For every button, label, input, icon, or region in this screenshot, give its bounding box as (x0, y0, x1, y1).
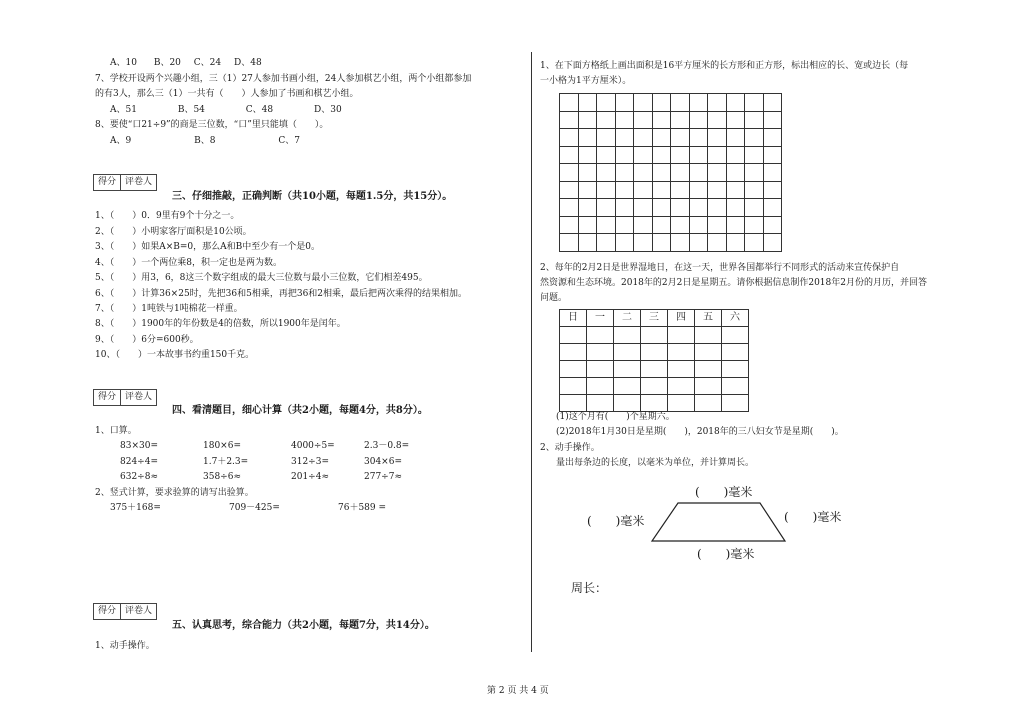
judge-item: 1、（ ）0．9里有9个十分之一。 (95, 211, 240, 221)
grid-cell[interactable] (597, 94, 616, 112)
calendar-cell[interactable] (668, 344, 695, 361)
option: D、48 (234, 58, 262, 68)
grid-cell[interactable] (597, 164, 616, 182)
grid-cell[interactable] (597, 199, 616, 217)
grid-row (560, 216, 782, 234)
judge-item: 8、（ ）1900年的年份数是4的倍数，所以1900年是闰年。 (95, 319, 346, 329)
option: A、51 (110, 105, 137, 115)
perimeter-label: 周长： (571, 581, 608, 595)
grid-cell[interactable] (763, 216, 782, 234)
question-7-line1: 7、学校开设两个兴趣小组，三（1）27人参加书画小组，24人参加棋艺小组，两个小组都参加 (95, 74, 472, 84)
weekday-label: 六 (722, 310, 749, 327)
trapezoid-right-label: ( )毫米 (784, 510, 842, 524)
calendar-cell[interactable] (614, 395, 641, 412)
grid-cell[interactable] (708, 111, 727, 129)
grid-cell[interactable] (671, 216, 690, 234)
vertical-item: 709－425= (229, 503, 280, 513)
score-box (93, 174, 157, 191)
grid-cell[interactable] (726, 146, 745, 164)
grid-cell[interactable] (652, 164, 671, 182)
vertical-item: 375＋168= (110, 503, 161, 513)
grid-cell[interactable] (671, 234, 690, 252)
grid-cell[interactable] (671, 94, 690, 112)
grid-cell[interactable] (578, 146, 597, 164)
grid-cell[interactable] (763, 146, 782, 164)
calendar-cell[interactable] (695, 361, 722, 378)
judge-item: 4、（ ）一个两位乘8，积一定也是两为数。 (95, 258, 282, 268)
oral-item: 83×30= (120, 441, 158, 451)
q8-options (110, 135, 300, 147)
option: B、8 (194, 136, 216, 146)
grid-cell[interactable] (689, 111, 708, 129)
grid-cell[interactable] (615, 234, 634, 252)
calendar-cell[interactable] (668, 361, 695, 378)
trapezoid-bottom-label: ( )毫米 (697, 547, 755, 561)
grid-cell[interactable] (634, 164, 653, 182)
grid-cell[interactable] (689, 199, 708, 217)
grid-cell[interactable] (560, 111, 579, 129)
grid-cell[interactable] (560, 164, 579, 182)
oral-calc-heading: 1、口算。 (95, 426, 137, 436)
grid-cell[interactable] (745, 164, 764, 182)
calendar-cell[interactable] (587, 344, 614, 361)
grid-cell[interactable] (708, 199, 727, 217)
calendar-cell[interactable] (614, 327, 641, 344)
grader-label: 评卷人 (120, 390, 156, 405)
calendar-header-row (560, 310, 749, 327)
grid-cell[interactable] (745, 199, 764, 217)
calendar-cell[interactable] (722, 361, 749, 378)
grid-cell[interactable] (652, 216, 671, 234)
weekday-label: 五 (695, 310, 722, 327)
oral-item: 2.3－0.8= (364, 441, 410, 451)
grid-cell[interactable] (689, 129, 708, 147)
calendar-cell[interactable] (614, 361, 641, 378)
grid-cell[interactable] (634, 181, 653, 199)
grader-label: 评卷人 (120, 604, 156, 619)
grid-cell[interactable] (689, 216, 708, 234)
score-label: 得分 (98, 392, 117, 402)
calendar-cell[interactable] (668, 327, 695, 344)
trapezoid-left-label: ( )毫米 (587, 514, 645, 528)
oral-item: 4000÷5= (291, 441, 335, 451)
weekday-label: 日 (560, 310, 587, 327)
calendar-cell[interactable] (722, 344, 749, 361)
grid-cell[interactable] (634, 146, 653, 164)
grid-cell[interactable] (671, 111, 690, 129)
grid-cell[interactable] (652, 129, 671, 147)
grid-row (560, 94, 782, 112)
grid-cell[interactable] (671, 199, 690, 217)
grid-cell[interactable] (745, 129, 764, 147)
calendar-cell[interactable] (641, 327, 668, 344)
grid-cell[interactable] (560, 94, 579, 112)
calendar-cell[interactable] (722, 378, 749, 395)
grid-cell[interactable] (615, 199, 634, 217)
grid-cell[interactable] (745, 181, 764, 199)
calendar-cell[interactable] (587, 361, 614, 378)
grid-cell[interactable] (745, 111, 764, 129)
calendar-cell[interactable] (722, 327, 749, 344)
r-question-1-line1: 1、在下面方格纸上画出面积是16平方厘米的长方形和正方形，标出相应的长、宽或边长（每 (540, 61, 909, 71)
grid-cell[interactable] (726, 199, 745, 217)
grid-row (560, 129, 782, 147)
grid-cell[interactable] (652, 94, 671, 112)
calendar-cell[interactable] (668, 378, 695, 395)
oral-item: 201÷4≈ (291, 472, 329, 482)
option: B、54 (177, 105, 205, 115)
judge-item: 5、（ ）用3，6，8这三个数字组成的最大三位数与最小三位数，它们相差495。 (95, 273, 428, 283)
calendar-question-1: (1)这个月有( )个星期六。 (556, 412, 675, 422)
grid-cell[interactable] (634, 94, 653, 112)
trapezoid-figure (640, 495, 790, 550)
grid-cell[interactable] (763, 129, 782, 147)
calendar-cell[interactable] (614, 378, 641, 395)
oral-item: 312÷3= (291, 457, 329, 467)
weekday-label: 二 (614, 310, 641, 327)
score-box (93, 603, 157, 620)
grid-cell[interactable] (763, 181, 782, 199)
question-7-line2: 的有3人，那么三（1）一共有（ ）人参加了书画和棋艺小组。 (95, 89, 359, 99)
grid-cell[interactable] (560, 129, 579, 147)
calendar-cell[interactable] (614, 344, 641, 361)
oral-item: 180×6= (203, 441, 241, 451)
grid-cell[interactable] (615, 111, 634, 129)
grid-cell[interactable] (634, 234, 653, 252)
question-8: 8、要使“口21÷9”的商是三位数，“口”里只能填（ ）。 (95, 120, 329, 130)
grid-cell[interactable] (745, 234, 764, 252)
grid-cell[interactable] (652, 181, 671, 199)
calendar-cell[interactable] (641, 361, 668, 378)
weekday-label: 一 (587, 310, 614, 327)
grid-cell[interactable] (671, 181, 690, 199)
oral-item: 632÷8≈ (120, 472, 158, 482)
column-divider (531, 52, 532, 652)
r-question-2-line1: 2、每年的2月2日是世界湿地日，在这一天，世界各国都举行不同形式的活动来宣传保护自 (540, 263, 900, 273)
grid-cell[interactable] (634, 216, 653, 234)
grid-cell[interactable] (615, 181, 634, 199)
calendar-cell[interactable] (560, 327, 587, 344)
grid-cell[interactable] (726, 181, 745, 199)
grid-cell[interactable] (578, 111, 597, 129)
grid-cell[interactable] (726, 164, 745, 182)
grid-row (560, 181, 782, 199)
grader-label: 评卷人 (120, 175, 156, 190)
calendar-cell[interactable] (587, 327, 614, 344)
option: C、48 (245, 105, 274, 115)
option: A、10 (110, 58, 137, 68)
february-calendar[interactable] (559, 309, 749, 412)
grid-cell[interactable] (634, 199, 653, 217)
judge-item: 2、（ ）小明家客厅面积是10公顷。 (95, 227, 252, 237)
calendar-cell[interactable] (641, 395, 668, 412)
oral-item: 1.7＋2.3= (203, 457, 249, 467)
r-question-3-title: 2、动手操作。 (540, 443, 600, 453)
calendar-cell[interactable] (695, 327, 722, 344)
grid-cell[interactable] (615, 216, 634, 234)
grid-cell[interactable] (578, 234, 597, 252)
judge-item: 10、（ ）一本故事书约重150千克。 (95, 350, 255, 360)
grid-cell[interactable] (689, 234, 708, 252)
judge-item: 9、（ ）6分=600秒。 (95, 335, 199, 345)
calendar-cell[interactable] (641, 378, 668, 395)
vertical-item: 76＋589 = (338, 503, 387, 513)
grid-cell[interactable] (689, 146, 708, 164)
trapezoid-top-label: ( )毫米 (695, 485, 753, 499)
grid-cell[interactable] (708, 164, 727, 182)
grid-cell[interactable] (652, 146, 671, 164)
r-question-3-instruction: 量出每条边的长度，以毫米为单位，并计算周长。 (556, 458, 755, 468)
grid-cell[interactable] (726, 94, 745, 112)
option: D、30 (314, 105, 342, 115)
grid-cell[interactable] (560, 234, 579, 252)
option: A、9 (110, 136, 132, 146)
calendar-cell[interactable] (560, 344, 587, 361)
grid-cell[interactable] (745, 146, 764, 164)
r-question-2-line2: 然资源和生态环境。2018年的2月2日是星期五。请你根据信息制作2018年2月份的月历，并回答 (540, 278, 927, 288)
q6-options (110, 57, 262, 69)
grid-row (560, 234, 782, 252)
grid-cell[interactable] (597, 216, 616, 234)
grid-cell[interactable] (615, 146, 634, 164)
grid-cell[interactable] (560, 146, 579, 164)
grid-cell[interactable] (578, 181, 597, 199)
score-box (93, 389, 157, 406)
calendar-row (560, 327, 749, 344)
grid-cell[interactable] (652, 199, 671, 217)
calendar-cell[interactable] (560, 395, 587, 412)
option: C、7 (278, 136, 300, 146)
calendar-cell[interactable] (695, 378, 722, 395)
grid-cell[interactable] (726, 216, 745, 234)
grid-cell[interactable] (634, 129, 653, 147)
grid-cell[interactable] (615, 94, 634, 112)
grid-row (560, 199, 782, 217)
score-label: 得分 (98, 606, 117, 616)
calendar-cell[interactable] (722, 395, 749, 412)
grid-cell[interactable] (745, 216, 764, 234)
grid-cell[interactable] (708, 129, 727, 147)
grid-cell[interactable] (671, 146, 690, 164)
grid-cell[interactable] (652, 234, 671, 252)
r-question-2-line3: 问题。 (540, 293, 568, 303)
oral-item: 304×6= (364, 457, 402, 467)
calendar-cell[interactable] (668, 395, 695, 412)
r-question-1-line2: 一小格为1平方厘米）。 (540, 76, 632, 86)
grid-cell[interactable] (726, 234, 745, 252)
section-4-title: 四、看清题目，细心计算（共2小题，每题4分，共8分）。 (172, 405, 428, 416)
grid-cell[interactable] (763, 199, 782, 217)
calendar-cell[interactable] (560, 378, 587, 395)
grid-cell[interactable] (689, 181, 708, 199)
oral-item: 358÷6≈ (203, 472, 241, 482)
grid-cell[interactable] (615, 164, 634, 182)
page-footer: 第 2 页 共 4 页 (487, 686, 549, 696)
grid-cell[interactable] (597, 111, 616, 129)
calendar-cell[interactable] (695, 395, 722, 412)
grid-cell[interactable] (578, 199, 597, 217)
grid-cell[interactable] (763, 164, 782, 182)
weekday-label: 三 (641, 310, 668, 327)
option: B、20 (153, 58, 181, 68)
grid-cell[interactable] (652, 111, 671, 129)
grid-row (560, 111, 782, 129)
hands-on-heading: 1、动手操作。 (95, 641, 155, 651)
grid-cell[interactable] (597, 234, 616, 252)
calendar-row (560, 395, 749, 412)
grid-cell[interactable] (708, 234, 727, 252)
grid-row (560, 164, 782, 182)
grid-cell[interactable] (745, 94, 764, 112)
grid-cell[interactable] (578, 129, 597, 147)
calendar-row (560, 344, 749, 361)
judge-item: 6、（ ）计算36×25时，先把36和5相乘，再把36和2相乘，最后把两次乘得的结果相加。 (95, 289, 468, 299)
grid-cell[interactable] (763, 94, 782, 112)
grid-cell[interactable] (726, 129, 745, 147)
grid-cell[interactable] (708, 146, 727, 164)
grid-cell[interactable] (763, 111, 782, 129)
grid-cell[interactable] (689, 164, 708, 182)
calendar-cell[interactable] (587, 378, 614, 395)
q7-options (110, 104, 342, 116)
grid-cell[interactable] (671, 164, 690, 182)
grid-cell[interactable] (708, 216, 727, 234)
weekday-label: 四 (668, 310, 695, 327)
grid-cell[interactable] (671, 129, 690, 147)
grid-cell[interactable] (689, 94, 708, 112)
calendar-cell[interactable] (695, 344, 722, 361)
grid-cell[interactable] (578, 164, 597, 182)
oral-item: 824÷4= (120, 457, 158, 467)
oral-item: 277÷7≈ (364, 472, 402, 482)
grid-cell[interactable] (597, 181, 616, 199)
calendar-cell[interactable] (587, 395, 614, 412)
grid-cell[interactable] (615, 129, 634, 147)
grid-cell[interactable] (597, 129, 616, 147)
section-5-title: 五、认真思考，综合能力（共2小题，每题7分，共14分）。 (172, 620, 435, 631)
trapezoid-shape (652, 503, 785, 541)
grid-cell[interactable] (726, 111, 745, 129)
vertical-calc-heading: 2、竖式计算，要求验算的请写出验算。 (95, 488, 254, 498)
grid-cell[interactable] (708, 181, 727, 199)
calendar-question-2: (2)2018年1月30日是星期( )，2018年的三八妇女节是星期( )。 (556, 427, 844, 437)
grid-cell[interactable] (560, 216, 579, 234)
score-label: 得分 (98, 177, 117, 187)
grid-cell[interactable] (578, 94, 597, 112)
grid-cell[interactable] (578, 216, 597, 234)
calendar-cell[interactable] (560, 361, 587, 378)
judge-item: 7、（ ）1吨铁与1吨棉花一样重。 (95, 304, 243, 314)
section-3-title: 三、仔细推敲，正确判断（共10小题，每题1.5分，共15分）。 (172, 191, 453, 202)
calendar-row (560, 378, 749, 395)
grid-cell[interactable] (708, 94, 727, 112)
grid-cell[interactable] (634, 111, 653, 129)
square-grid-paper[interactable] (559, 93, 782, 252)
judge-item: 3、（ ）如果A×B=0，那么A和B中至少有一个是0。 (95, 242, 320, 252)
calendar-cell[interactable] (641, 344, 668, 361)
grid-cell[interactable] (763, 234, 782, 252)
grid-cell[interactable] (560, 199, 579, 217)
grid-cell[interactable] (597, 146, 616, 164)
calendar-row (560, 361, 749, 378)
option: C、24 (193, 58, 222, 68)
grid-row (560, 146, 782, 164)
grid-cell[interactable] (560, 181, 579, 199)
